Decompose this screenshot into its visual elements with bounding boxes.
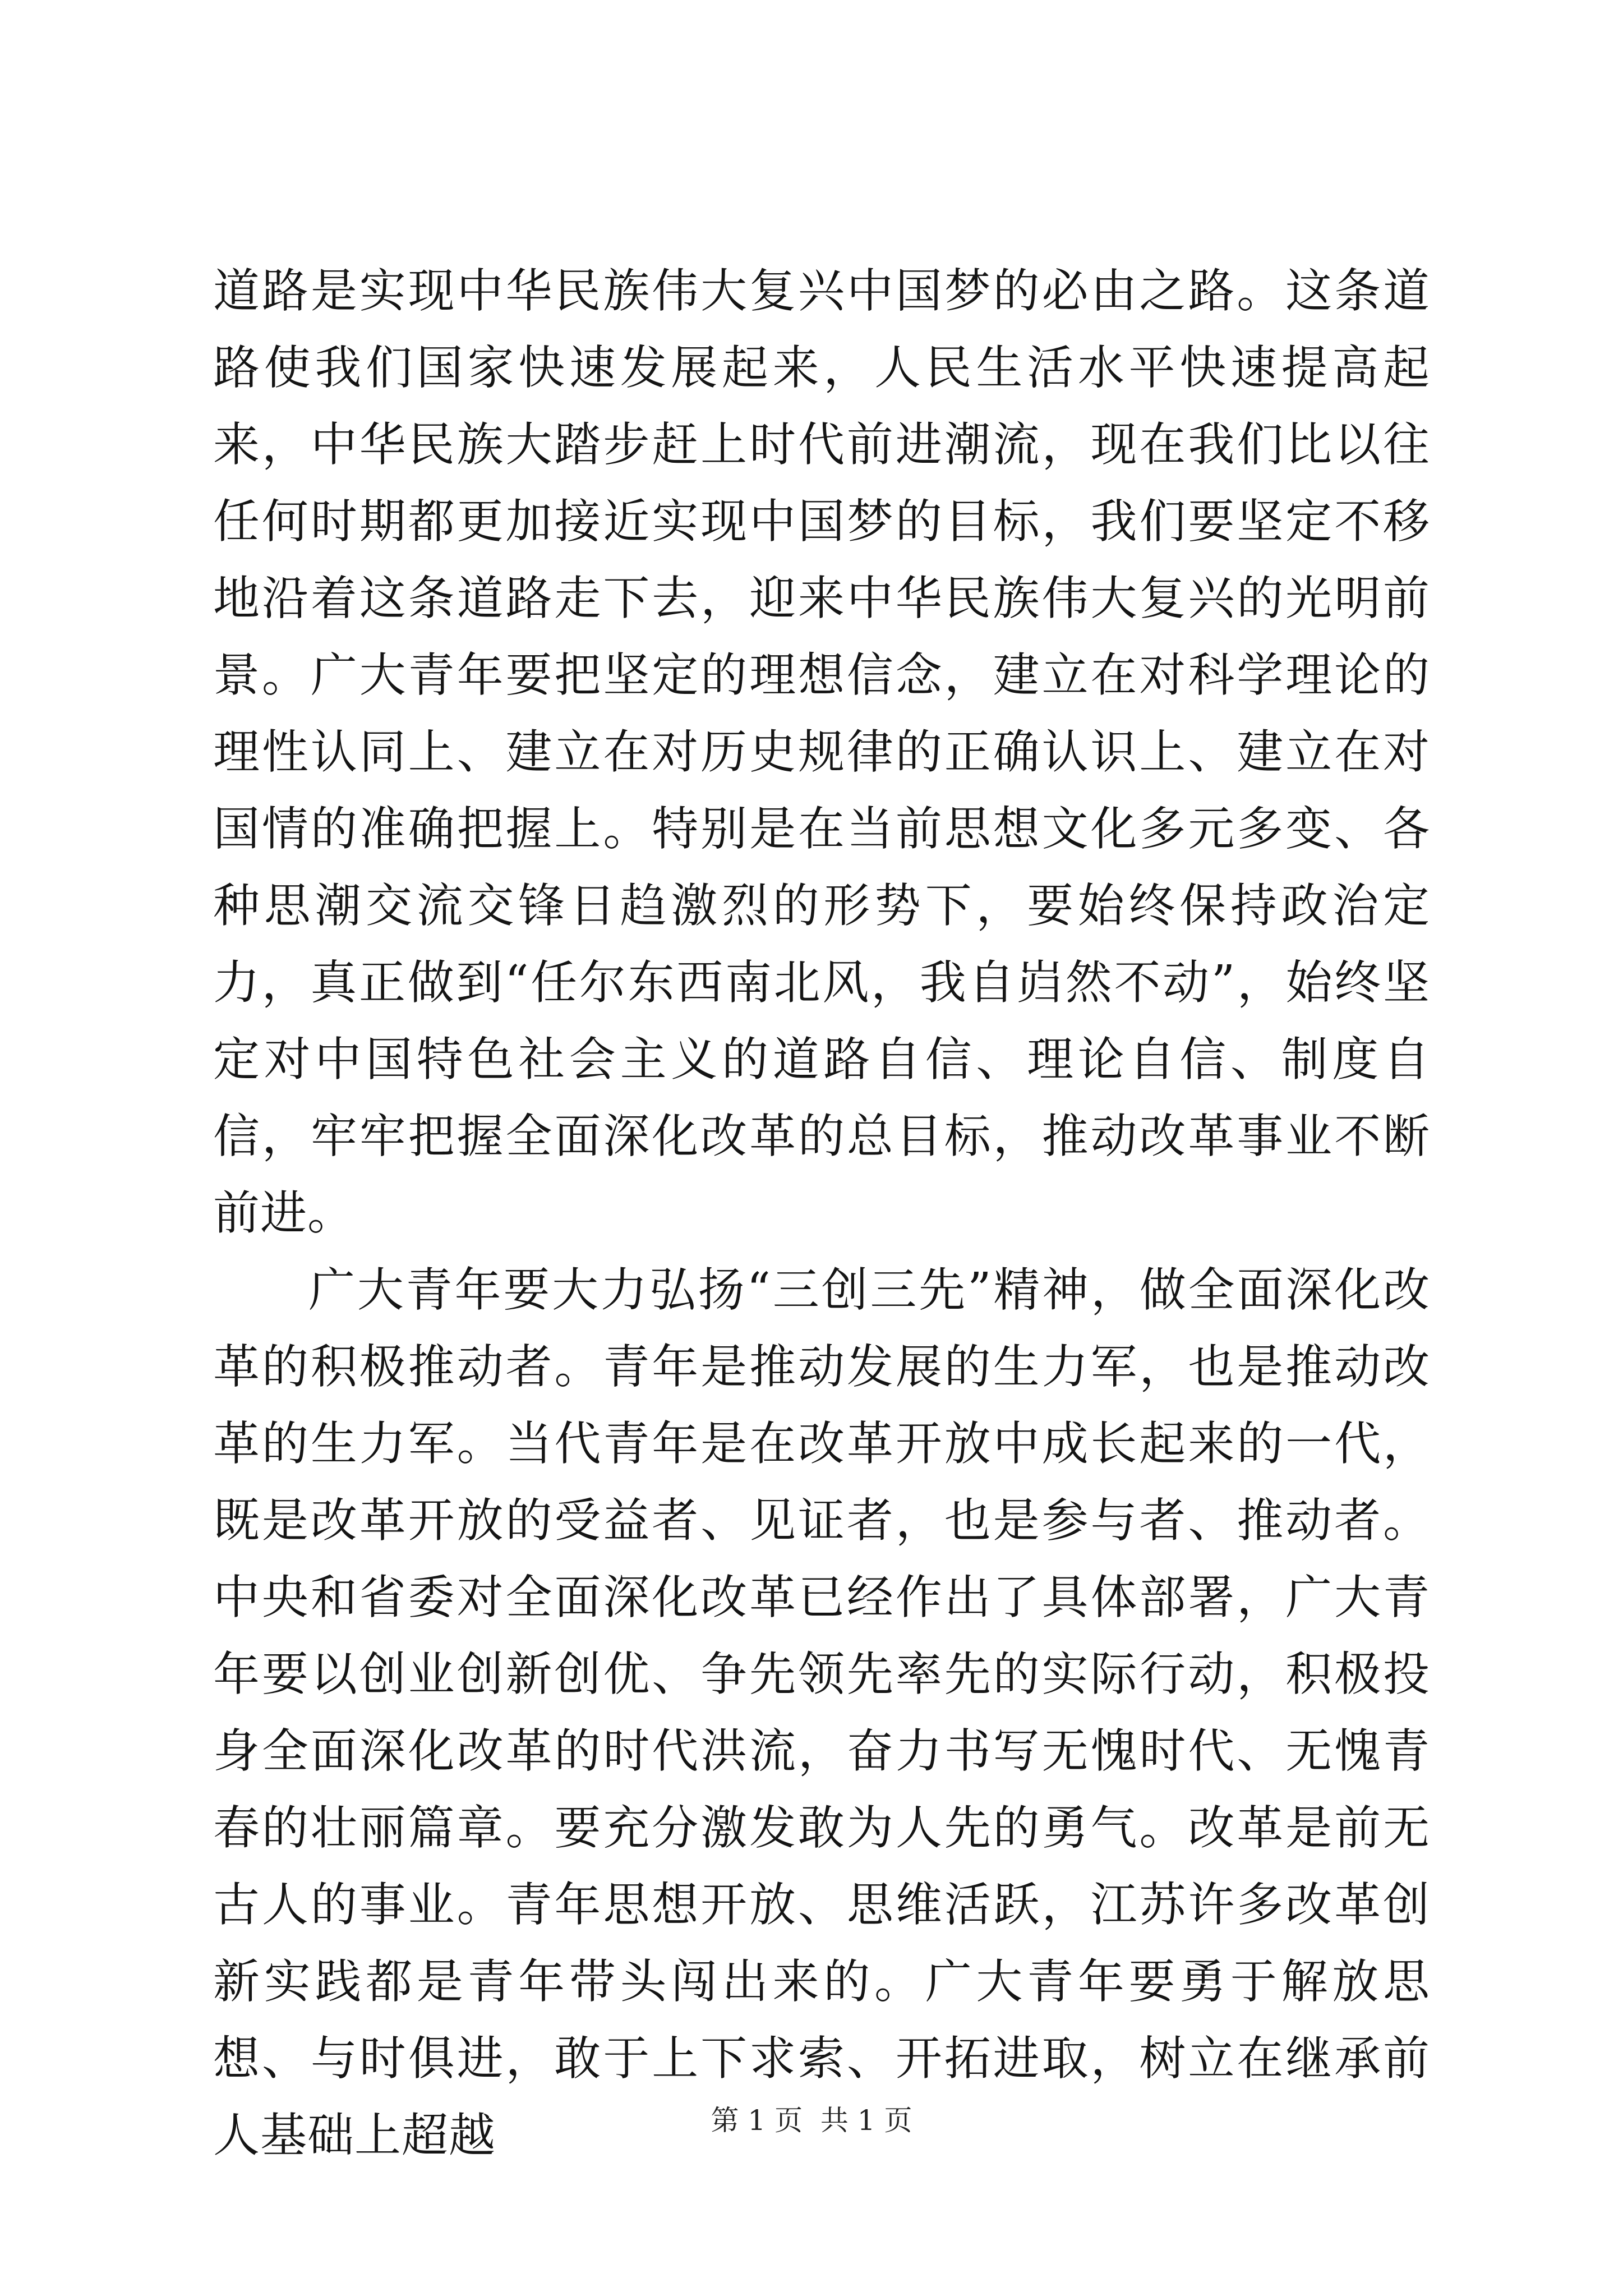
paragraph-1: 道路是实现中华民族伟大复兴中国梦的必由之路。这条道路使我们国家快速发展起来，人民生活水平快速提高起来，中华民族大踏步赶上时代前进潮流，现在我们比以往任何时期都更加接近实现中国梦的目标，我们要坚定不移地沿着这条道路走下去，迎来中华民族伟大复兴的光明前景。广大青年要把坚定的理想信念，建立在对科学理论的理性认同上、建立在对历史规律的正确认识上、建立在对国情的准确把握上。特别是在当前思想文化多元多变、各种思潮交流交锋日趋激烈的形势下，要始终保持政治定力，真正做到“任尔东西南北风，我自岿然不动”，始终坚定对中国特色社会主义的道路自信、理论自信、制度自信，牢牢把握全面深化改革的总目标，推动改革事业不断前进。: [213, 264, 1430, 1240]
document-body: [213, 252, 1430, 2174]
paragraph-2: 广大青年要大力弘扬“三创三先”精神，做全面深化改革的积极推动者。青年是推动发展的生力军，也是推动改革的生力军。当代青年是在改革开放中成长起来的一代，既是改革开放的受益者、见证者，也是参与者、推动者。中央和省委对全面深化改革已经作出了具体部署，广大青年要以创业创新创优、争先领先率先的实际行动，积极投身全面深化改革的时代洪流，奋力书写无愧时代、无愧青春的壮丽篇章。要充分激发敢为人先的勇气。改革是前无古人的事业。青年思想开放、思维活跃，江苏许多改革创新实践都是青年带头闯出来的。广大青年要勇于解放思想、与时俱进，敢于上下求索、开拓进取，树立在继承前人基础上超越: [213, 1263, 1430, 2162]
page-footer: 第 1 页 共 1 页: [711, 2104, 912, 2137]
